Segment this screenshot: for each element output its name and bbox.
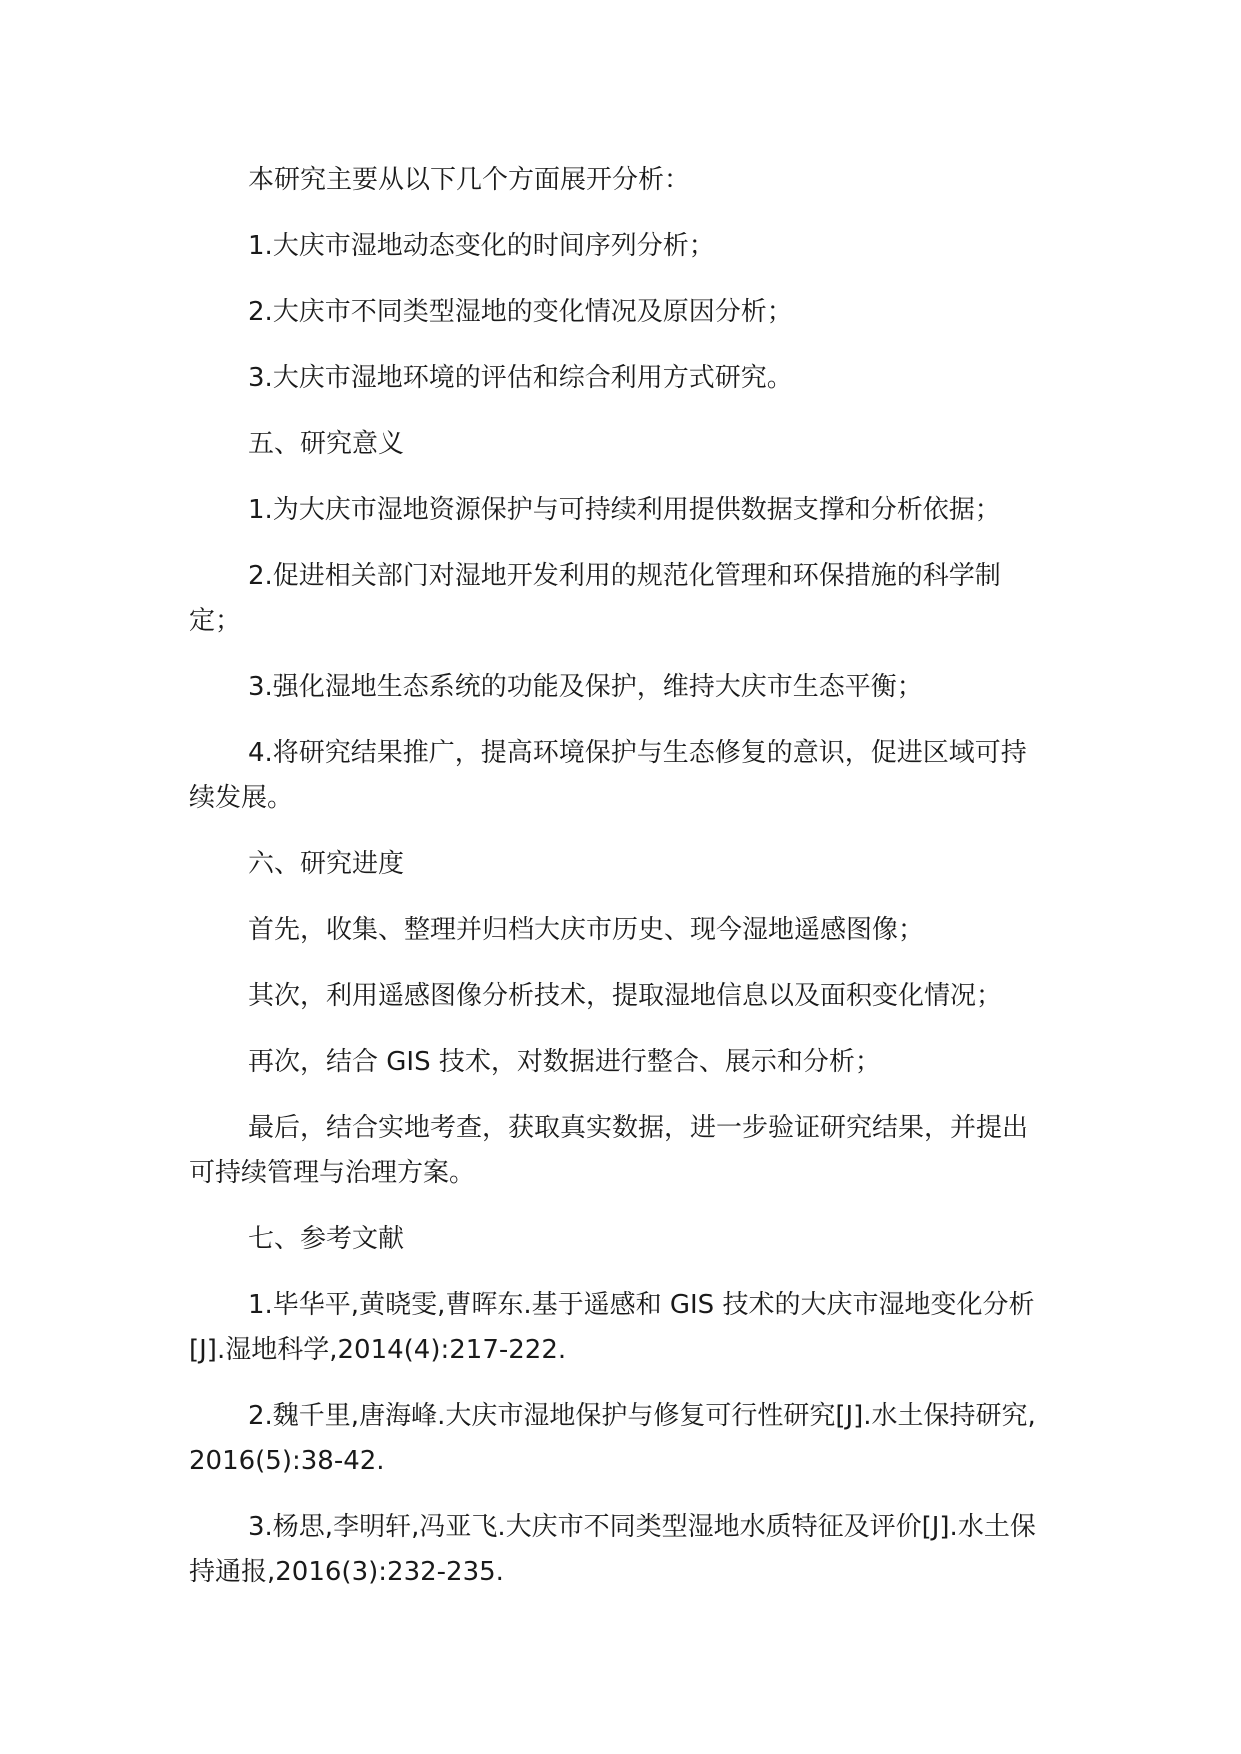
paragraph-progress-step-3: 再次，结合 GIS 技术，对数据进行整合、展示和分析； bbox=[248, 1047, 881, 1077]
paragraph-significance-item-1: 1.为大庆市湿地资源保护与可持续利用提供数据支撑和分析依据； bbox=[248, 495, 1001, 525]
paragraph-analysis-item-3: 3.大庆市湿地环境的评估和综合利用方式研究。 bbox=[248, 363, 793, 393]
reference-item-3: 3.杨思,李明轩,冯亚飞.大庆市不同类型湿地水质特征及评价[J].水土保持通报,2016(3):232-235. bbox=[189, 1512, 1036, 1587]
paragraph-analysis-item-2: 2.大庆市不同类型湿地的变化情况及原因分析； bbox=[248, 297, 793, 327]
reference-item-2: 2.魏千里,唐海峰.大庆市湿地保护与修复可行性研究[J].水土保持研究,2016(5):38-42. bbox=[189, 1401, 1036, 1476]
paragraph-progress-step-4: 最后，结合实地考查，获取真实数据，进一步验证研究结果，并提出可持续管理与治理方案。 bbox=[189, 1113, 1029, 1188]
paragraph-significance-item-4: 4.将研究结果推广，提高环境保护与生态修复的意识，促进区域可持续发展。 bbox=[189, 738, 1027, 813]
paragraph-significance-item-3: 3.强化湿地生态系统的功能及保护，维持大庆市生态平衡； bbox=[248, 672, 923, 702]
paragraph-progress-step-2: 其次，利用遥感图像分析技术，提取湿地信息以及面积变化情况； bbox=[248, 981, 1003, 1011]
section-heading-progress: 六、研究进度 bbox=[248, 849, 405, 879]
reference-item-1: 1.毕华平,黄晓雯,曹晖东.基于遥感和 GIS 技术的大庆市湿地变化分析[J].湿地科学,2014(4):217-222. bbox=[189, 1290, 1035, 1365]
paragraph-intro: 本研究主要从以下几个方面展开分析： bbox=[248, 165, 691, 195]
paragraph-analysis-item-1: 1.大庆市湿地动态变化的时间序列分析； bbox=[248, 231, 715, 261]
section-heading-significance: 五、研究意义 bbox=[248, 429, 405, 459]
paragraph-progress-step-1: 首先，收集、整理并归档大庆市历史、现今湿地遥感图像； bbox=[248, 915, 925, 945]
section-heading-references: 七、参考文献 bbox=[248, 1224, 405, 1254]
document-body bbox=[189, 158, 1049, 1595]
paragraph-significance-item-2: 2.促进相关部门对湿地开发利用的规范化管理和环保措施的科学制定； bbox=[189, 561, 1001, 636]
